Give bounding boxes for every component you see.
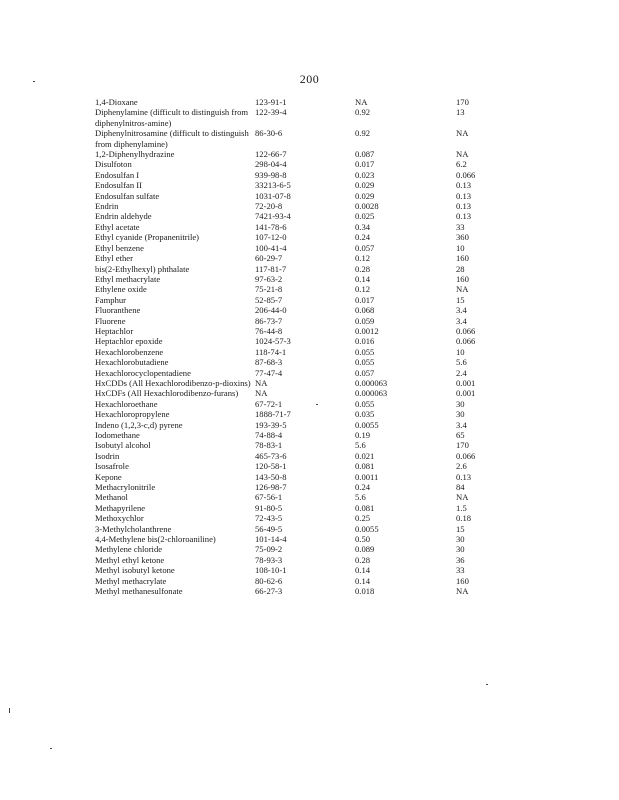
cas-number-cell: 67-72-1 <box>255 398 283 409</box>
cas-number-cell: 465-73-6 <box>255 450 287 461</box>
wastewater-value-cell: 0.057 <box>355 367 375 378</box>
table-row <box>95 180 516 190</box>
nonwastewater-value-cell: 0.13 <box>456 180 472 191</box>
table-row <box>95 420 516 430</box>
cas-number-cell: 120-58-1 <box>255 461 287 472</box>
cas-number-cell: 67-56-1 <box>255 492 283 503</box>
table-row <box>95 451 516 461</box>
compound-name-cell: Isosafrole <box>95 461 129 472</box>
table-row <box>95 492 516 502</box>
compound-name-cell: Methyl ethyl ketone <box>95 554 165 565</box>
table-row <box>95 159 516 169</box>
nonwastewater-value-cell: 30 <box>456 409 465 420</box>
wastewater-value-cell: 0.25 <box>355 513 371 524</box>
nonwastewater-value-cell: 0.001 <box>456 388 476 399</box>
wastewater-value-cell: 5.6 <box>355 492 366 503</box>
compound-name-cell: Endosulfan sulfate <box>95 190 160 201</box>
compound-name-cell: 1,2-Diphenylhydrazine <box>95 149 175 160</box>
wastewater-value-cell: 0.057 <box>355 242 375 253</box>
cas-number-cell: 74-88-4 <box>255 430 283 440</box>
wastewater-value-cell: 0.059 <box>355 315 375 326</box>
table-row <box>95 170 516 180</box>
cas-number-cell: 56-49-5 <box>255 523 283 534</box>
wastewater-value-cell: 0.068 <box>355 305 375 316</box>
wastewater-value-cell: 0.023 <box>355 169 375 180</box>
table-row <box>95 357 516 367</box>
table-row <box>95 284 516 294</box>
cas-number-cell: 75-21-8 <box>255 284 283 295</box>
wastewater-value-cell: NA <box>355 97 368 107</box>
table-row <box>95 430 516 440</box>
table-row <box>95 201 516 211</box>
wastewater-value-cell: 0.000063 <box>355 388 388 399</box>
compound-name-cell: Hexachlorobutadiene <box>95 357 169 368</box>
cas-number-cell: 33213-6-5 <box>255 180 291 191</box>
nonwastewater-value-cell: 160 <box>456 273 469 284</box>
cas-number-cell: 87-68-3 <box>255 357 283 368</box>
cas-number-cell: 78-83-1 <box>255 440 283 451</box>
nonwastewater-value-cell: 0.066 <box>456 325 476 336</box>
chemical-table <box>95 97 516 597</box>
page-number: 200 <box>299 72 320 86</box>
compound-name-cell: Methanol <box>95 492 128 503</box>
compound-name-cell: Heptachlor epoxide <box>95 336 163 347</box>
compound-name-cell: Isodrin <box>95 450 120 461</box>
nonwastewater-value-cell: 13 <box>456 107 465 118</box>
table-row <box>95 503 516 513</box>
cas-number-cell: 86-73-7 <box>255 315 283 326</box>
table-row <box>95 211 516 221</box>
wastewater-value-cell: 0.12 <box>355 284 371 295</box>
nonwastewater-value-cell: NA <box>456 492 469 503</box>
compound-name-cell: Ethyl methacrylate <box>95 273 161 284</box>
compound-name-cell: Fluorene <box>95 315 126 326</box>
compound-name-cell: Hexachlorocyclopentadiene <box>95 367 191 378</box>
wastewater-value-cell: 0.24 <box>355 232 371 243</box>
table-row <box>95 388 516 398</box>
wastewater-value-cell: 0.055 <box>355 398 375 409</box>
compound-name-cell: Methyl methanesulfonate <box>95 586 183 597</box>
nonwastewater-value-cell: 15 <box>456 294 465 305</box>
wastewater-value-cell: 0.035 <box>355 409 375 420</box>
cas-number-cell: 939-98-8 <box>255 169 287 180</box>
table-row <box>95 409 516 419</box>
nonwastewater-value-cell: 65 <box>456 430 465 440</box>
nonwastewater-value-cell: NA <box>456 128 469 139</box>
wastewater-value-cell: 0.28 <box>355 263 371 274</box>
wastewater-value-cell: 0.055 <box>355 346 375 357</box>
wastewater-value-cell: 0.14 <box>355 565 371 576</box>
wastewater-value-cell: 0.021 <box>355 450 375 461</box>
table-row <box>95 326 516 336</box>
wastewater-value-cell: 0.029 <box>355 180 375 191</box>
wastewater-value-cell: 0.017 <box>355 159 375 170</box>
table-row <box>95 586 516 596</box>
compound-name-cell: Isobutyl alcohol <box>95 440 151 451</box>
compound-name-cell: Diphenylnitrosamine (difficult to distinguish from diphenylamine) <box>95 128 249 149</box>
table-row <box>95 555 516 565</box>
wastewater-value-cell: 0.0012 <box>355 325 379 336</box>
compound-name-cell: 1,4-Dioxane <box>95 97 138 107</box>
cas-number-cell: 76-44-8 <box>255 325 283 336</box>
cas-number-cell: 77-47-4 <box>255 367 283 378</box>
table-row <box>95 399 516 409</box>
chemical-table-body <box>95 97 516 597</box>
nonwastewater-value-cell: 6.2 <box>456 159 467 170</box>
compound-name-cell: Ethyl acetate <box>95 221 140 232</box>
cas-number-cell: 193-39-5 <box>255 419 287 430</box>
wastewater-value-cell: 0.029 <box>355 190 375 201</box>
compound-name-cell: Heptachlor <box>95 325 134 336</box>
table-row <box>95 544 516 554</box>
table-row <box>95 107 516 128</box>
nonwastewater-value-cell: 10 <box>456 242 465 253</box>
cas-number-cell: 86-30-6 <box>255 128 283 139</box>
nonwastewater-value-cell: 33 <box>456 565 465 576</box>
nonwastewater-value-cell: 0.13 <box>456 201 472 212</box>
table-row <box>95 472 516 482</box>
wastewater-value-cell: 0.92 <box>355 128 371 139</box>
compound-name-cell: HxCDFs (All Hexachlorodibenzo-furans) <box>95 388 239 399</box>
nonwastewater-value-cell: 170 <box>456 440 469 451</box>
compound-name-cell: 4,4-Methylene bis(2-chloroaniline) <box>95 534 216 545</box>
compound-name-cell: Ethyl cyanide (Propanenitrile) <box>95 232 200 243</box>
cas-number-cell: 298-04-4 <box>255 159 287 170</box>
table-row <box>95 274 516 284</box>
wastewater-value-cell: 0.055 <box>355 357 375 368</box>
compound-name-cell: Hexachlorobenzene <box>95 346 164 357</box>
compound-name-cell: Methoxychlor <box>95 513 144 524</box>
cas-number-cell: NA <box>255 388 268 399</box>
cas-number-cell: 122-66-7 <box>255 149 287 160</box>
wastewater-value-cell: 0.017 <box>355 294 375 305</box>
cas-number-cell: 141-78-6 <box>255 221 287 232</box>
cas-number-cell: 143-50-8 <box>255 471 287 482</box>
wastewater-value-cell: 0.50 <box>355 534 371 545</box>
nonwastewater-value-cell: 0.066 <box>456 450 476 461</box>
nonwastewater-value-cell: 0.066 <box>456 169 476 180</box>
wastewater-value-cell: 0.025 <box>355 211 375 222</box>
table-row <box>95 534 516 544</box>
wastewater-value-cell: 0.0055 <box>355 419 379 430</box>
cas-number-cell: 7421-93-4 <box>255 211 291 222</box>
table-row <box>95 295 516 305</box>
compound-name-cell: Disulfoton <box>95 159 132 170</box>
table-row <box>95 336 516 346</box>
cas-number-cell: 91-80-5 <box>255 502 283 513</box>
table-row <box>95 264 516 274</box>
compound-name-cell: Iodomethane <box>95 430 140 440</box>
compound-name-cell: Endrin <box>95 201 119 212</box>
compound-name-cell: Ethyl ether <box>95 253 133 264</box>
nonwastewater-value-cell: 2.6 <box>456 461 467 472</box>
nonwastewater-value-cell: 30 <box>456 398 465 409</box>
cas-number-cell: 1031-07-8 <box>255 190 291 201</box>
compound-name-cell: Indeno (1,2,3-c,d) pyrene <box>95 419 183 430</box>
table-row <box>95 576 516 586</box>
cas-number-cell: 60-29-7 <box>255 253 283 264</box>
cas-number-cell: 72-20-8 <box>255 201 283 212</box>
wastewater-value-cell: 0.081 <box>355 461 375 472</box>
nonwastewater-value-cell: NA <box>456 284 469 295</box>
table-row <box>95 128 516 149</box>
compound-name-cell: Endosulfan I <box>95 169 140 180</box>
cas-number-cell: 122-39-4 <box>255 107 287 118</box>
nonwastewater-value-cell: 0.066 <box>456 336 476 347</box>
table-row <box>95 368 516 378</box>
compound-name-cell: Endrin aldehyde <box>95 211 152 222</box>
compound-name-cell: Ethyl benzene <box>95 242 144 253</box>
wastewater-value-cell: 0.19 <box>355 430 371 440</box>
nonwastewater-value-cell: 0.13 <box>456 190 472 201</box>
compound-name-cell: HxCDDs (All Hexachlorodibenzo-p-dioxins) <box>95 377 251 388</box>
wastewater-value-cell: 0.34 <box>355 221 371 232</box>
nonwastewater-value-cell: 160 <box>456 575 469 586</box>
nonwastewater-value-cell: 30 <box>456 534 465 545</box>
nonwastewater-value-cell: 3.4 <box>456 305 467 316</box>
compound-name-cell: Ethylene oxide <box>95 284 147 295</box>
wastewater-value-cell: 0.016 <box>355 336 375 347</box>
table-row <box>95 316 516 326</box>
wastewater-value-cell: 0.081 <box>355 502 375 513</box>
nonwastewater-value-cell: 170 <box>456 97 469 107</box>
table-row <box>95 305 516 315</box>
wastewater-value-cell: 0.14 <box>355 273 371 284</box>
nonwastewater-value-cell: 33 <box>456 221 465 232</box>
scan-speck <box>316 404 318 405</box>
table-row <box>95 440 516 450</box>
wastewater-value-cell: 0.018 <box>355 586 375 597</box>
cas-number-cell: 52-85-7 <box>255 294 283 305</box>
table-row <box>95 97 516 107</box>
table-row <box>95 253 516 263</box>
wastewater-value-cell: 0.14 <box>355 575 371 586</box>
nonwastewater-value-cell: 36 <box>456 554 465 565</box>
scan-speck <box>33 81 35 82</box>
table-row <box>95 232 516 242</box>
wastewater-value-cell: 0.0011 <box>355 471 379 482</box>
table-row <box>95 378 516 388</box>
cas-number-cell: 123-91-1 <box>255 97 287 107</box>
table-row <box>95 243 516 253</box>
nonwastewater-value-cell: 3.4 <box>456 419 467 430</box>
nonwastewater-value-cell: 28 <box>456 263 465 274</box>
cas-number-cell: 75-09-2 <box>255 544 283 555</box>
nonwastewater-value-cell: 360 <box>456 232 469 243</box>
wastewater-value-cell: 0.28 <box>355 554 371 565</box>
cas-number-cell: 126-98-7 <box>255 482 287 493</box>
wastewater-value-cell: 0.24 <box>355 482 371 493</box>
compound-name-cell: Hexachloroethane <box>95 398 158 409</box>
wastewater-value-cell: 0.92 <box>355 107 371 118</box>
nonwastewater-value-cell: 3.4 <box>456 315 467 326</box>
cas-number-cell: 108-10-1 <box>255 565 287 576</box>
compound-name-cell: Diphenylamine (difficult to distinguish from diphenylnitros-amine) <box>95 107 249 128</box>
wastewater-value-cell: 0.087 <box>355 149 375 160</box>
table-row <box>95 149 516 159</box>
scan-speck <box>50 748 52 749</box>
nonwastewater-value-cell: 1.5 <box>456 502 467 513</box>
nonwastewater-value-cell: NA <box>456 149 469 160</box>
table-row <box>95 482 516 492</box>
nonwastewater-value-cell: 0.18 <box>456 513 472 524</box>
compound-name-cell: Methyl methacrylate <box>95 575 167 586</box>
table-row <box>95 524 516 534</box>
cas-number-cell: 66-27-3 <box>255 586 283 597</box>
table-row <box>95 222 516 232</box>
cas-number-cell: 101-14-4 <box>255 534 287 545</box>
nonwastewater-value-cell: 15 <box>456 523 465 534</box>
table-row <box>95 513 516 523</box>
nonwastewater-value-cell: 2.4 <box>456 367 467 378</box>
scan-speck <box>9 708 10 713</box>
nonwastewater-value-cell: 30 <box>456 544 465 555</box>
compound-name-cell: Endosulfan II <box>95 180 143 191</box>
cas-number-cell: NA <box>255 377 268 388</box>
nonwastewater-value-cell: 0.13 <box>456 471 472 482</box>
compound-name-cell: Hexachloropropylene <box>95 409 170 420</box>
nonwastewater-value-cell: 0.001 <box>456 377 476 388</box>
cas-number-cell: 107-12-0 <box>255 232 287 243</box>
table-row <box>95 191 516 201</box>
compound-name-cell: Kepone <box>95 471 122 482</box>
wastewater-value-cell: 0.089 <box>355 544 375 555</box>
cas-number-cell: 117-81-7 <box>255 263 287 274</box>
cas-number-cell: 97-63-2 <box>255 273 283 284</box>
nonwastewater-value-cell: 0.13 <box>456 211 472 222</box>
compound-name-cell: Methyl isobutyl ketone <box>95 565 175 576</box>
cas-number-cell: 80-62-6 <box>255 575 283 586</box>
nonwastewater-value-cell: 5.6 <box>456 357 467 368</box>
table-row <box>95 347 516 357</box>
scan-speck <box>486 684 488 685</box>
compound-name-cell: bis(2-Ethylhexyl) phthalate <box>95 263 190 274</box>
cas-number-cell: 1888-71-7 <box>255 409 291 420</box>
compound-name-cell: Methylene chloride <box>95 544 163 555</box>
wastewater-value-cell: 5.6 <box>355 440 366 451</box>
cas-number-cell: 72-43-5 <box>255 513 283 524</box>
compound-name-cell: Methapyrilene <box>95 502 146 513</box>
nonwastewater-value-cell: 84 <box>456 482 465 493</box>
wastewater-value-cell: 0.000063 <box>355 377 388 388</box>
table-row <box>95 461 516 471</box>
nonwastewater-value-cell: 10 <box>456 346 465 357</box>
cas-number-cell: 1024-57-3 <box>255 336 291 347</box>
wastewater-value-cell: 0.0055 <box>355 523 379 534</box>
compound-name-cell: Fluoranthene <box>95 305 141 316</box>
wastewater-value-cell: 0.12 <box>355 253 371 264</box>
wastewater-value-cell: 0.0028 <box>355 201 379 212</box>
nonwastewater-value-cell: 160 <box>456 253 469 264</box>
compound-name-cell: Famphur <box>95 294 127 305</box>
compound-name-cell: Methacrylonitrile <box>95 482 156 493</box>
table-row <box>95 565 516 575</box>
nonwastewater-value-cell: NA <box>456 586 469 597</box>
cas-number-cell: 206-44-0 <box>255 305 287 316</box>
cas-number-cell: 118-74-1 <box>255 346 287 357</box>
cas-number-cell: 100-41-4 <box>255 242 287 253</box>
compound-name-cell: 3-Methylcholanthrene <box>95 523 172 534</box>
cas-number-cell: 78-93-3 <box>255 554 283 565</box>
